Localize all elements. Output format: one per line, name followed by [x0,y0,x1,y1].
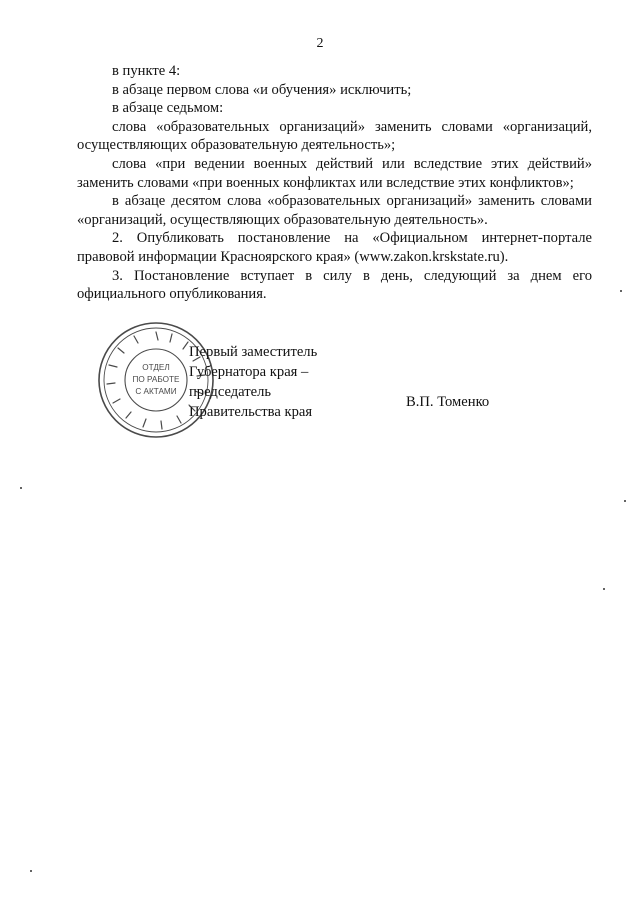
position-line: председатель [189,384,272,400]
stamp-line-2: ПО РАБОТЕ [132,375,180,384]
page-number: 2 [316,36,324,51]
paragraph: 3. Постановление вступает в силу в день, следующий за днем его официального опубликования. [77,267,592,303]
position-line: Губернатора края – [189,364,309,380]
scan-speck [20,487,22,489]
signature-position [189,342,317,422]
position-line: Первый заместитель [189,344,318,360]
scan-speck [30,870,32,872]
position-line: Правительства края [189,404,313,420]
paragraph: слова «образовательных организаций» заменить словами «организаций, осуществляющих образовательную деятельность»; [77,118,592,154]
signer-name: В.П. Томенко [406,394,490,410]
stamp-line-1: ОТДЕЛ [142,363,170,372]
paragraph: в абзаце первом слова «и обучения» исключить; [112,81,412,98]
paragraph: 2. Опубликовать постановление на «Официальном интернет-портале правовой информации Красноярского края» (www.zakon.krskstate.ru). [77,230,592,265]
paragraph: слова «при ведении военных действий или вследствие этих действий» заменить словами «при военных конфликтах или вследствие этих конфликтов»; [77,155,592,191]
scan-speck [620,290,622,292]
scan-speck [624,500,626,502]
paragraph: в пункте 4: [112,63,181,79]
scan-speck [603,588,605,590]
paragraph: в абзаце седьмом: [112,100,224,117]
document-body [77,62,592,304]
paragraph: в абзаце десятом слова «образовательных организаций» заменить словами «организаций, осуществляющих образовательную деятельность». [77,193,592,228]
stamp-line-3: С АКТАМИ [135,387,177,396]
